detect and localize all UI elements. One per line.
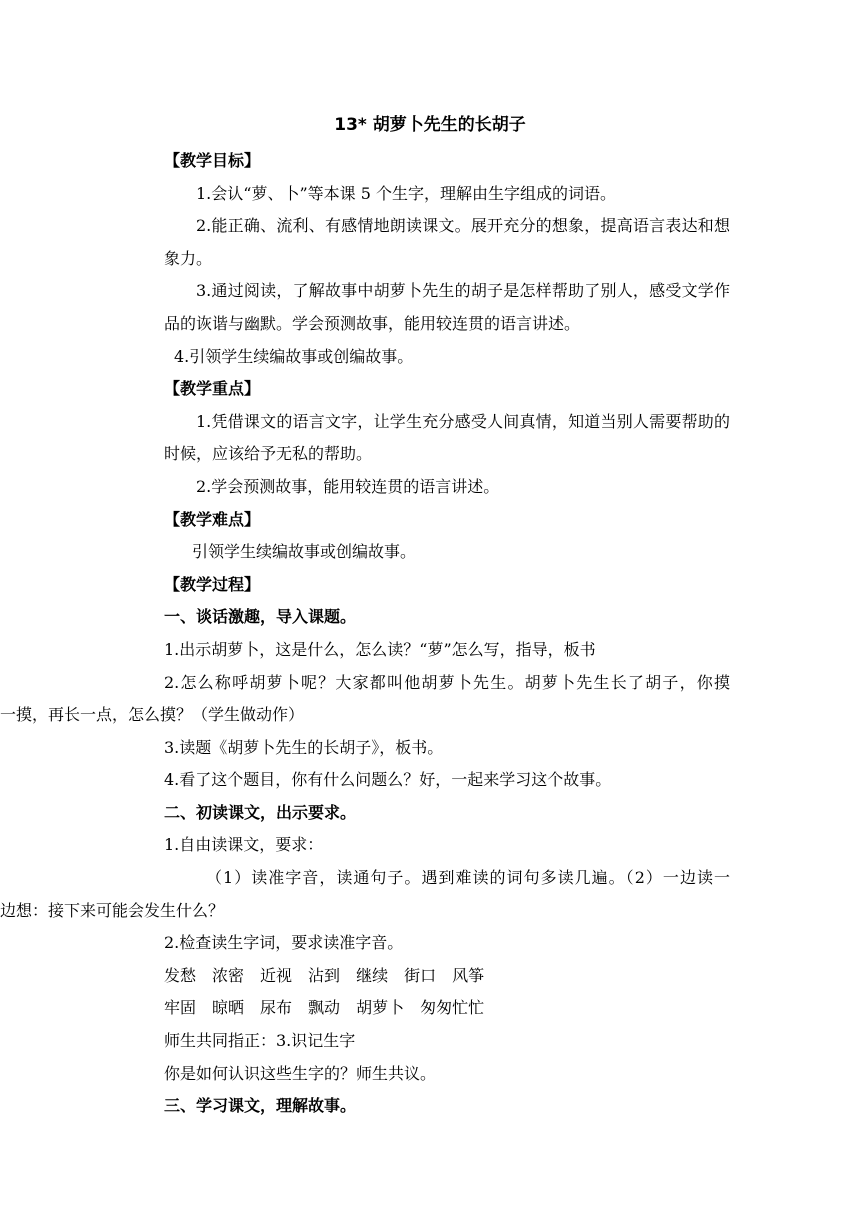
word-item: 牢固 (164, 998, 197, 1018)
goal-1: 1.会认“萝、卜”等本课 5 个生字，理解由生字组成的词语。 (196, 183, 616, 203)
part-1-heading: 一、谈话激趣，导入课题。 (164, 607, 357, 627)
word-item: 街口 (404, 965, 437, 985)
goal-2-line-1: 2.能正确、流利、有感情地朗读课文。展开充分的想象，提高语言表达和想 (196, 216, 730, 236)
word-item: 发愁 (164, 965, 197, 985)
goal-3-line-1: 3.通过阅读，了解故事中胡萝卜先生的胡子是怎样帮助了别人，感受文学作 (196, 281, 730, 301)
word-item: 风筝 (452, 965, 485, 985)
part-2-item-2: 2.检查读生字词，要求读准字音。 (164, 933, 404, 953)
word-list-row-2 (164, 992, 730, 1025)
part-1-item-2-line-1: 2.怎么称呼胡萝卜呢？大家都叫他胡萝卜先生。胡萝卜先生长了胡子，你摸 (164, 672, 730, 692)
part-2-heading: 二、初读课文，出示要求。 (164, 802, 357, 822)
goal-4: 4.引领学生续编故事或创编故事。 (174, 346, 414, 366)
word-list-row-1 (164, 960, 730, 993)
word-item: 晾晒 (212, 998, 245, 1018)
part-1-item-4: 4.看了这个题目，你有什么问题么？好，一起来学习这个故事。 (164, 770, 612, 790)
word-item: 沾到 (308, 965, 341, 985)
part-1-item-1: 1.出示胡萝卜，这是什么，怎么读？“萝”怎么写，指导，板书 (164, 639, 596, 659)
section-heading-goals: 【教学目标】 (164, 151, 261, 170)
part-1-item-2-line-2: 一摸，再长一点，怎么摸？（学生做动作） (0, 705, 305, 725)
part-2-item-1: 1.自由读课文，要求： (164, 835, 324, 855)
key-point-2: 2.学会预测故事，能用较连贯的语言讲述。 (196, 476, 500, 496)
part-2-item-3: 师生共同指正：3.识记生字 (164, 1031, 356, 1051)
word-item: 尿布 (260, 998, 293, 1018)
part-2-item-4: 你是如何认识这些生字的？师生共议。 (164, 1063, 437, 1083)
word-item: 胡萝卜 (356, 998, 405, 1018)
key-point-1-line-1: 1.凭借课文的语言文字，让学生充分感受人间真情，知道当别人需要帮助的 (196, 411, 730, 431)
part-1-item-3: 3.读题《胡萝卜先生的长胡子》，板书。 (164, 737, 444, 757)
word-item: 浓密 (212, 965, 245, 985)
page-title: 13* 胡萝卜先生的长胡子 (334, 115, 526, 135)
word-item: 匆匆忙忙 (420, 998, 485, 1018)
word-item: 近视 (260, 965, 293, 985)
section-heading-difficulties: 【教学难点】 (164, 509, 261, 529)
key-point-1-line-2: 时候，应该给予无私的帮助。 (164, 444, 373, 464)
goal-2-line-2: 象力。 (164, 248, 213, 268)
word-item: 飘动 (308, 998, 341, 1018)
section-heading-process: 【教学过程】 (164, 574, 261, 594)
section-heading-key-points: 【教学重点】 (164, 379, 261, 399)
goal-3-line-2: 品的诙谐与幽默。学会预测故事，能用较连贯的语言讲述。 (164, 313, 581, 333)
difficulty-1: 引领学生续编故事或创编故事。 (192, 542, 417, 562)
part-2-item-1-req-line-2: 边想：接下来可能会发生什么？ (0, 900, 225, 920)
word-item: 继续 (356, 965, 389, 985)
document-body (0, 145, 730, 1123)
part-2-item-1-req-line-1: （1）读准字音，读通句子。遇到难读的词句多读几遍。（2）一边读一 (206, 868, 730, 888)
part-3-heading: 三、学习课文，理解故事。 (164, 1096, 357, 1116)
